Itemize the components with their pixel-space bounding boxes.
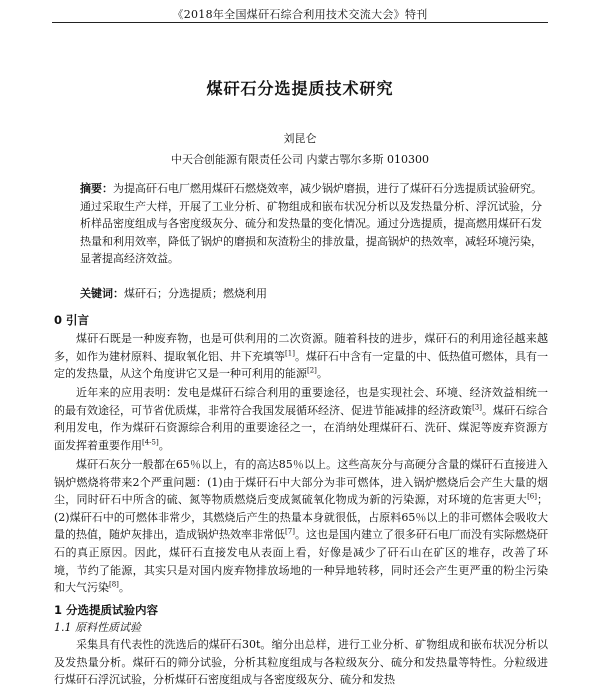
abstract-text: 为提高矸石电厂燃用煤矸石燃烧效率，减少锅炉磨损，进行了煤矸石分选提质试验研究。通过采取生产大样，开展了工业分析、矿物组成和嵌布状况分析以及发热量分析、浮沉试验，分析样品密度组成与各密度级灰分、硫分和发热量的变化情况。通过分选提质，提高燃用煤矸石发热量和利用效率，降低了锅炉的磨损和灰渣粉尘的排放量，提高锅炉的热效率，减轻环境污染，显著提高经济效益。 — [80, 182, 542, 265]
abstract — [80, 180, 542, 268]
paragraph-4: 采集具有代表性的洗选后的煤矸石30t。缩分出总样，进行工业分析、矿物组成和嵌布状况分析以及发热量分析。煤矸石的筛分试验，分析其粒度组成与各粒级灰分、硫分和发热量等特性。分粒级进行煤矸石浮沉试验，分析煤矸石密度组成与各密度级灰分、硫分和发热 — [54, 638, 548, 687]
running-head: 《2018年全国煤矸石综合利用技术交流大会》特刊 — [172, 8, 428, 21]
section-heading-1: 1 分选提质试验内容 — [54, 603, 159, 617]
paragraph-2: 近年来的应用表明：发电是煤矸石综合利用的重要途径，也是实现社会、环境、经济效益相统一的最有效途径，可节省优质煤，非常符合我国发展循环经济、促进节能减排的经济政策[3]。煤矸石综合利用发电，作为煤矸石资源综合利用的重要途径之一，在消纳处理煤矸石、洗矸、煤泥等废弃资源方面发挥着重要作用[4-5]。 — [54, 386, 549, 452]
paragraph-1: 煤矸石既是一种废弃物，也是可供利用的二次资源。随着科技的进步，煤矸石的利用途径越来越多，如作为建材原料、提取氧化铝、井下充填等[1]。煤矸石中含有一定量的中、低热值可燃体，具有一定的发热量，从这个角度讲它又是一种可利用的能源[2]。 — [54, 332, 549, 381]
header-rule — [52, 22, 548, 23]
keywords-label: 关键词： — [80, 287, 124, 300]
section-heading-intro: 0 引言 — [54, 313, 90, 327]
paragraph-3: 煤矸石灰分一般都在65％以上，有的高达85％以上。这些高灰分与高硬分含量的煤矸石直接进入锅炉燃烧将带来2个严重问题：(1)由于煤矸石中大部分为非可燃体，进入锅炉燃烧后会产生大量的烟尘，同时矸石中所含的硫、氮等物质燃烧后变成氮硫氧化物成为新的污染源，对环境的危害更大[6]；(2)煤矸石中的可燃体非常少，其燃烧后产生的热量本身就很低，占原料65％以上的非可燃体会吸收大量的热值，随炉灰排出，造成锅炉热效率非常低[7]。这也是国内建立了很多矸石电厂而没有实际燃烧矸石的真正原因。因此，煤矸石直接发电从表面上看，好像是减少了矸石山在矿区的堆存，改善了环境，节约了能源，其实只是对国内废弃物排放场地的一种异地转移，同时还会产生更严重的粉尘污染和大气污染[8]。 — [54, 458, 549, 595]
abstract-label: 摘要： — [80, 182, 113, 195]
keywords-text: 煤矸石；分选提质；燃烧利用 — [124, 287, 267, 300]
paper-title: 煤矸石分选提质技术研究 — [206, 79, 394, 98]
author: 刘昆仑 — [283, 132, 317, 145]
section-heading-1-1: 1.1 原料性质试验 — [54, 621, 141, 634]
keywords — [80, 285, 542, 301]
affiliation: 中天合创能源有限责任公司 内蒙古鄂尔多斯 010300 — [171, 153, 429, 166]
